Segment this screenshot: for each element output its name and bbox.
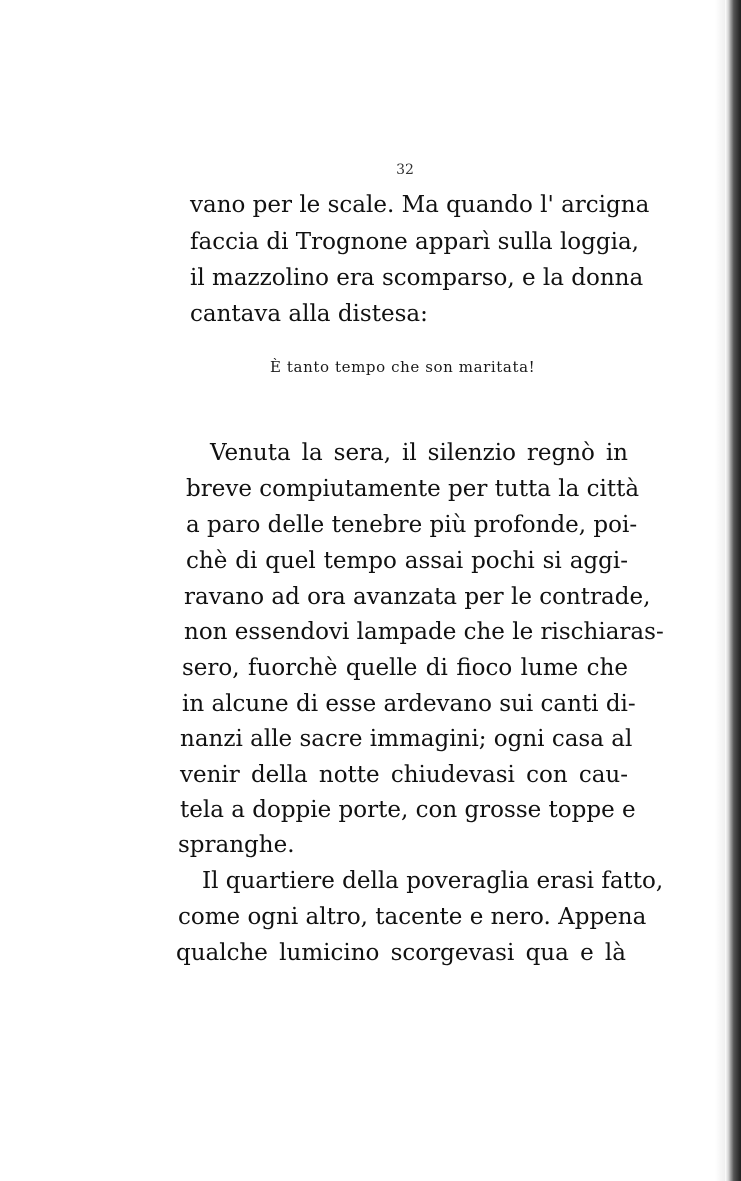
text-line: non essendovi lampade che le rischiaras-: [184, 619, 664, 645]
text-line: Venuta la sera, il silenzio regnò in: [210, 440, 628, 466]
text-line: Il quartiere della poveraglia erasi fatto,: [202, 868, 664, 894]
text-line: cantava alla distesa:: [190, 301, 428, 327]
text-line: tela a doppie porte, con grosse toppe e: [180, 797, 636, 823]
text-line: in alcune di esse ardevano sui canti di-: [182, 691, 636, 717]
page-edge-shade: [715, 0, 725, 1181]
text-line: il mazzolino era scomparso, e la donna: [190, 265, 644, 291]
text-line: vano per le scale. Ma quando l' arcigna: [190, 192, 650, 218]
page-edge: [725, 0, 741, 1181]
text-line: breve compiutamente per tutta la città: [186, 476, 640, 502]
text-line: venir della notte chiudevasi con cau-: [180, 762, 628, 788]
text-line: faccia di Trognone apparì sulla loggia,: [190, 229, 639, 255]
text-line: nanzi alle sacre immagini; ogni casa al: [180, 726, 633, 752]
text-line: spranghe.: [178, 832, 295, 858]
page-number: 32: [396, 162, 414, 178]
text-line: ravano ad ora avanzata per le contrade,: [184, 584, 651, 610]
text-line: qualche lumicino scorgevasi qua e là: [176, 940, 626, 966]
text-line: sero, fuorchè quelle di fioco lume che: [182, 655, 628, 681]
verse-quote: È tanto tempo che son maritata!: [270, 358, 536, 376]
text-line: a paro delle tenebre più profonde, poi-: [186, 512, 638, 538]
text-line: chè di quel tempo assai pochi si aggi-: [186, 548, 628, 574]
text-line: come ogni altro, tacente e nero. Appena: [178, 904, 647, 930]
